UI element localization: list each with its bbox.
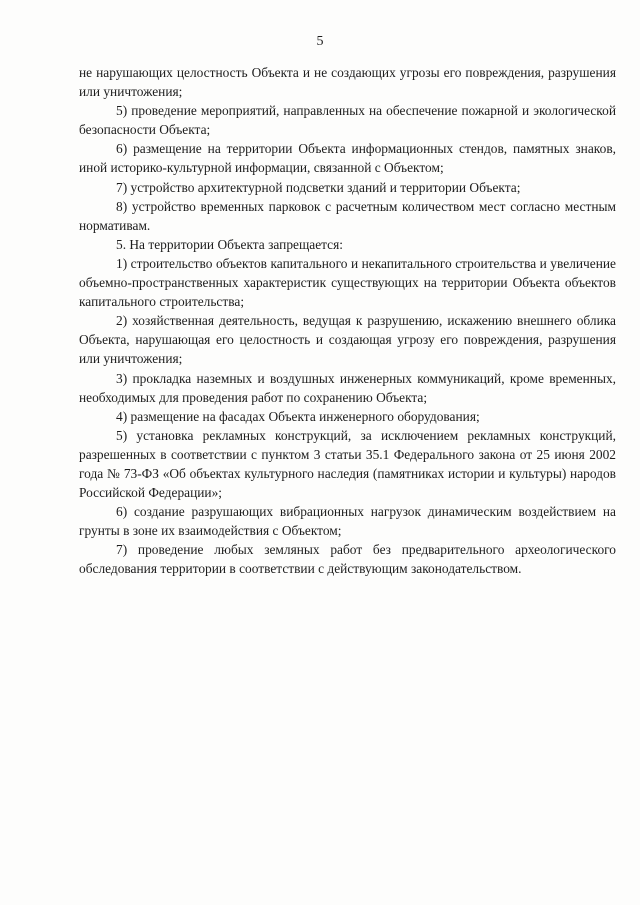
paragraph-prohibited-1-construction: 1) строительство объектов капитального и некапитального строительства и увеличение объемно-пространственных характеристик существующих на территории Объекта объектов капитального строительства;: [79, 255, 616, 310]
page-number: 5: [316, 34, 324, 49]
paragraph-prohibited-4-facade-equipment: 4) размещение на фасадах Объекта инженерного оборудования;: [116, 408, 480, 424]
paragraph-prohibited-7-earthworks: 7) проведение любых земляных работ без предварительного археологического обследования территории в соответствии с действующим законодательством.: [79, 542, 616, 577]
paragraph-prohibited-6-vibration: 6) создание разрушающих вибрационных нагрузок динамическим воздействием на грунты в зоне их взаимодействия с Объектом;: [79, 504, 616, 539]
paragraph-prohibited-5-advertising: 5) установка рекламных конструкций, за исключением рекламных конструкций, разрешенных в соответствии с пунктом 3 статьи 35.1 Федерального закона от 25 июня 2002 года № 73-ФЗ «Об объектах культурного наследия (памятниках истории и культуры) народов Российской Федерации»;: [79, 427, 616, 501]
paragraph-prohibited-2-economic-activity: 2) хозяйственная деятельность, ведущая к разрушению, искажению внешнего облика Объекта, нарушающая его целостность и создающая угрозу его повреждения, разрушения или уничтожения;: [79, 313, 616, 367]
section-5-heading: 5. На территории Объекта запрещается:: [116, 236, 343, 252]
paragraph-continuation: не нарушающих целостность Объекта и не создающих угрозы его повреждения, разрушения или уничтожения;: [79, 65, 616, 100]
paragraph-prohibited-3-utilities: 3) прокладка наземных и воздушных инженерных коммуникаций, кроме временных, необходимых для проведения работ по сохранению Объекта;: [79, 370, 616, 405]
paragraph-item-7-lighting: 7) устройство архитектурной подсветки зданий и территории Объекта;: [116, 179, 521, 195]
document-body: [79, 63, 616, 579]
paragraph-item-5-fire-ecology: 5) проведение мероприятий, направленных на обеспечение пожарной и экологической безопасности Объекта;: [79, 103, 616, 138]
paragraph-item-8-parking: 8) устройство временных парковок с расчетным количеством мест согласно местным нормативам.: [79, 198, 616, 233]
paragraph-item-6-info-stands: 6) размещение на территории Объекта информационных стендов, памятных знаков, иной историко-культурной информации, связанной с Объектом;: [79, 141, 616, 176]
